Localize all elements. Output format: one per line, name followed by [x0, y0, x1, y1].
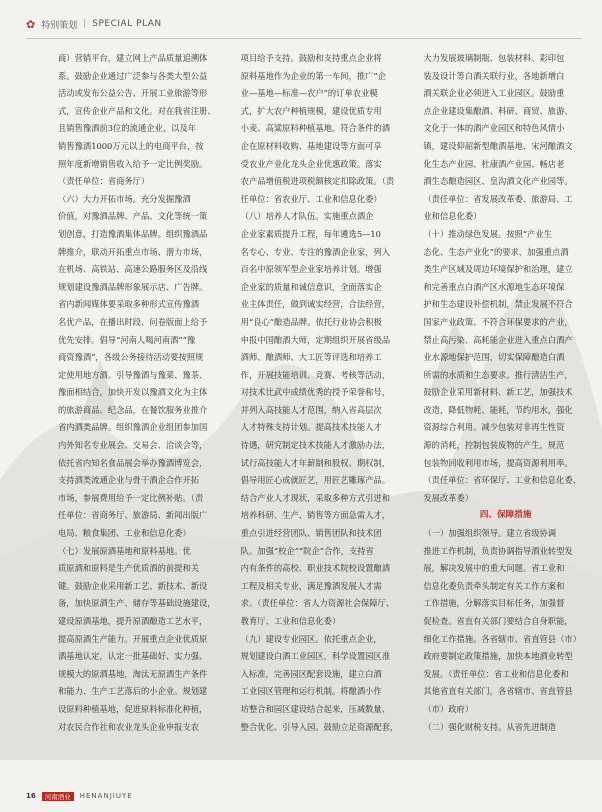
column-3 [423, 50, 588, 780]
paragraph: （七）发展原酒基地和原料基地。优 质原酒和原料是生产优质酒的前提和关 键。鼓励企业采用新工艺、新技术、新设 备，加快原酒生产、储存等基础设施建设， 建设原酒基地，提升原酒酿造工艺水平， 提高原酒生产能力。开展重点企业优质原 酒基地认定，认定一批基础好、实力强、 规模大的原酒基地，淘汰无原酒生产条件 和能力、生产工艺落后的小企业。规划建 设原料种植基地，促进原料标准化种植， 对农民合作社和农业龙头企业申报支农 [58, 545, 216, 732]
paragraph: （一）加强组织领导。建立省级协调 推进工作机制，负责协调指导酒业转型发 展，解决发展中的重大问题。省工业和 信息化委负责牵头制定有关工作方案和 工作措施，分解落实目标任务，加强督 促检查。省直有关部门要结合自身职能， 细化工作措施。各省辖市、省直管县（市） 政府要制定政策措施，加快本地酒业转型 发展。（责任单位：省工业和信息化委和 其他省直有关部门，各省辖市、省直管县 （市）政府） [423, 528, 581, 714]
header-divider [26, 38, 582, 39]
page-footer [26, 788, 133, 804]
page-number: 16 [26, 792, 36, 800]
column-1 [58, 50, 223, 780]
running-header [26, 12, 162, 36]
paragraph: （八）培养人才队伍。实施重点酒企 企业家素质提升工程，每年遴选5—10 名专心、专业、专注的豫酒企业家，列入 百名中原领军型企业家培养计划。增强 企业家的质量和诚信意识，全面落实企 业主体责任，做到诚实经营，合法经营， 用“良心”酿造品牌。依托行业协会积极 申报中国酿酒大师，定期组织开展省级品 酒师、酿酒师、大工匠等评选和培养工 作，开展技能培训、竞赛、考核等活动， 对技术比武中成绩优秀的授予荣誉称号， 并列入高技能人才范围，纳入省高层次 人才特殊支持计划。提高技术技能人才 待遇，研究制定技术技能人才激励办法， 试行高技能人才年薪制和股权、期权制， 倡导用匠心成就匠艺，用匠艺雕琢产品。 结合产业人才现状，采取多种方式引进和 培养科研、生产、销售等方面急需人才， 重点引进经营团队、销售团队和技术团 队。加强“校企”“院企”合作，支持省 内有条件的高校、职业技术院校设置酿酒 工程及相关专业，满足豫酒发展人才需 求。（责任单位：省人力资源社会保障厅、 教育厅、工业和信息化委） [240, 211, 395, 626]
paragraph: （九）建设专业园区。依托重点企业， 规划建设白酒工业园区，科学设置园区准 入标准，完善园区配套设施，建立白酒 工业园区管理和运行机制。将酿酒小作 坊整合和园区建设结合起来，压减数量、 整合优化、引导入园。鼓励立足资源配套， [240, 633, 399, 732]
paragraph: （六）大力开拓市场。充分发掘豫酒 价值，对豫酒品牌、产品、文化等统一策 划创意，打造豫酒集体品牌。组织豫酒品 牌推介，联动开拓重点市场、潜力市场， 在机场、高铁站、高速公路服务区及沿线 规划建设豫酒品牌形象展示店、广告牌。 省内新闻媒体要采取多种形式宣传豫酒 名优产品，在播出时段、问卷版面上给予 优先安排。倡导“河南人喝河南酒”“豫 商资豫酒”，各级公务接待活动要按照规 定使用地方酒。引导豫酒与豫菜、豫茶、 豫面相结合，加快开发以豫酒文化为主体 的旅游商品、纪念品，在餐饮服务业推介 省内酒类品牌。组织豫酒企业组团参加国 内外知名专业展会、交易会、洽谈会等， 依托省内知名食品展会举办豫酒博览会， 支持酒类流通企业与骨干酒企合作开拓 市场，参展费用给予一定比例补贴。（责 任单位：省商务厅、旅游局、新闻出版广 电局、粮食集团、工业和信息化委） [58, 193, 208, 539]
section-title-en: SPECIAL PLAN [92, 19, 162, 29]
magazine-brand-en: HENANJIUYE [79, 792, 133, 800]
column-2 [241, 50, 406, 780]
header-separator: | [83, 19, 87, 29]
paragraph: （二）强化财税支持。从省先进制造 [423, 721, 557, 732]
paragraph: 大力发展玻璃制瓶、包装材料、彩印包 装及设计等白酒关联行业，各地新增白 酒关联企业必须进入工业园区。鼓励重 点企业建设集酿酒、科研、商贸、旅游、 文化于一体的酒产业园区和特色风情小 镇，建设仰韶新型酿酒基地、宋河酿酒文 化生态产业园、杜康酒产业园、畅店老 酒生态酿造园区、皇沟酒文化产业园等。 （责任单位：省发展改革委、旅游局、工 业和信息化委） [423, 53, 573, 222]
section-heading: 四、保障措施 [479, 510, 532, 521]
paragraph: （十）推动绿色发展。按照“产业生 态化、生态产业化”的要求，加强重点酒 类生产区域及周边环境保护和治理，建立 和完善重点白酒产区水源地生态环境保 护和生态建设补偿机制，禁止发展不符合 国家产业政策、不符合环保要求的产业， 禁止高污染、高耗能企业进入重点白酒产 业水源地保护范围，切实保障酿造白酒 所需的水质和生态要求。推行清洁生产， 鼓励企业采用新材料、新工艺，加强技术 改造，降低物耗、能耗，节约用水，强化 资源综合利用。减少包装对非再生性资 源的消耗，控制包装废物的产生，规范 包装物回收利用市场，提高资源利用率。 （责任单位：省环保厅、工业和信息化委、 发展改革委） [423, 228, 581, 503]
flower-icon: ✿ [26, 17, 36, 31]
paragraph: 项目给予支持。鼓励和支持重点企业将 原料基地作为企业的第一车间，推广“企 业—基地—标准—农户”的订单农业模 式，扩大农户种植规模，建设优质专用 小麦、高粱原料种植基地。符合条件的酒 企在原材料收购、基地建设等方面可享 受农业产业化龙头企业优惠政策。落实 农产品增值税进项税额核定扣除政策。（责 任单位：省农业厅、工业和信息化委） [240, 53, 395, 204]
article-body [58, 50, 588, 780]
section-title-cn: 特别策划 [41, 20, 78, 31]
magazine-brand-cn: 河南酒业 [42, 792, 74, 801]
paragraph: 商）营销平台，建立网上产品质量追溯体 系。鼓励企业通过广泛参与各类大型公益 活动或发布公益公告、开展工业旅游等形 式，宣传企业产品和文化。对在我省注册、 且销售豫酒前3位的流通企业，以及年 销售豫酒1000万元以上的电商平台，按 照年度新增销售收入给予一定比例奖励。 （责任单位：省商务厅） [58, 53, 216, 187]
